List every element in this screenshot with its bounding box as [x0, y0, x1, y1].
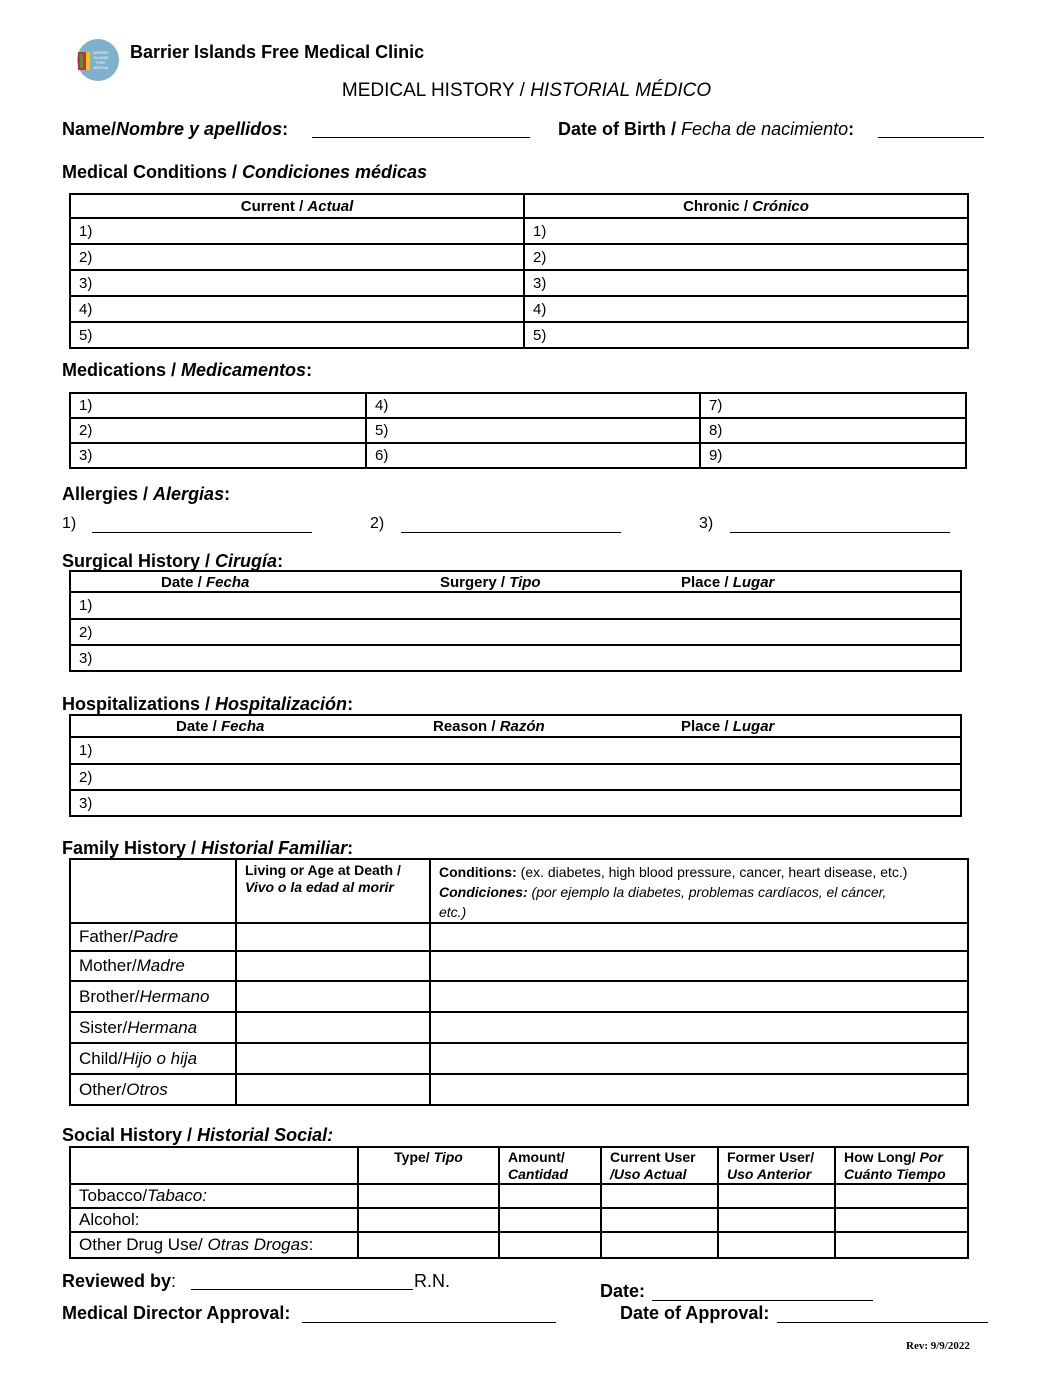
family-table	[69, 858, 969, 1106]
social-cell[interactable]	[499, 1232, 601, 1258]
surgical-type-header: Surgery / Tipo	[440, 574, 541, 591]
medication-cell[interactable]: 7)	[700, 393, 966, 418]
svg-text:ISLANDS: ISLANDS	[93, 56, 109, 60]
living-age-cell[interactable]	[236, 1012, 430, 1043]
conditions-cell[interactable]	[430, 1012, 968, 1043]
chronic-row[interactable]: 1)	[524, 218, 968, 244]
surgical-table	[69, 593, 962, 672]
medication-cell[interactable]: 2)	[70, 418, 366, 443]
surgical-row[interactable]: 3)	[70, 645, 961, 671]
date-of-approval-field[interactable]	[777, 1322, 988, 1323]
medication-cell[interactable]: 1)	[70, 393, 366, 418]
medication-cell[interactable]: 3)	[70, 443, 366, 468]
social-cell[interactable]	[601, 1184, 718, 1208]
svg-text:BARRIER: BARRIER	[93, 51, 109, 55]
surgical-row[interactable]: 1)	[70, 593, 961, 619]
conditions-cell[interactable]	[430, 981, 968, 1012]
allergy-field[interactable]	[730, 532, 950, 533]
current-user-header: Current User /Uso Actual	[601, 1147, 718, 1184]
allergy-field[interactable]	[92, 532, 312, 533]
medication-cell[interactable]: 4)	[366, 393, 700, 418]
conditions-heading: Medical Conditions / Condiciones médicas	[62, 162, 428, 182]
reviewed-by-field[interactable]	[191, 1289, 413, 1290]
clinic-logo	[76, 38, 120, 82]
name-field[interactable]	[312, 137, 530, 138]
social-cell[interactable]	[835, 1184, 968, 1208]
hospital-heading: Hospitalizations / Hospitalización:	[62, 694, 354, 714]
social-cell[interactable]	[358, 1184, 499, 1208]
surgical-heading: Surgical History / Cirugía:	[62, 551, 284, 571]
hospital-date-header: Date / Fecha	[176, 718, 265, 735]
hospital-row[interactable]: 2)	[70, 764, 961, 790]
conditions-cell[interactable]	[430, 951, 968, 981]
social-cell[interactable]	[499, 1208, 601, 1232]
chronic-row[interactable]: 4)	[524, 296, 968, 322]
living-age-cell[interactable]	[236, 923, 430, 951]
current-row[interactable]: 3)	[70, 270, 524, 296]
social-cell[interactable]	[499, 1184, 601, 1208]
medication-cell[interactable]: 5)	[366, 418, 700, 443]
former-user-header: Former User/ Uso Anterior	[718, 1147, 835, 1184]
allergies-heading: Allergies / Alergias:	[62, 484, 231, 504]
medication-cell[interactable]: 8)	[700, 418, 966, 443]
current-row[interactable]: 5)	[70, 322, 524, 348]
allergy-field[interactable]	[401, 532, 621, 533]
how-long-header: How Long/ Por Cuánto Tiempo	[835, 1147, 968, 1184]
date-of-approval-label: Date of Approval:	[620, 1303, 770, 1323]
family-heading: Family History / Historial Familiar:	[62, 838, 354, 858]
social-cell[interactable]	[718, 1232, 835, 1258]
social-heading: Social History / Historial Social:	[62, 1125, 334, 1145]
current-header: Current / Actual	[70, 194, 524, 218]
chronic-row[interactable]: 5)	[524, 322, 968, 348]
surgical-row[interactable]: 2)	[70, 619, 961, 645]
social-cell[interactable]	[718, 1208, 835, 1232]
family-member-mother: Mother/Madre	[70, 951, 236, 981]
revision-date: Rev: 9/9/2022	[906, 1340, 970, 1352]
dob-label: Date of Birth / Fecha de nacimiento:	[558, 119, 855, 139]
social-cell[interactable]	[601, 1232, 718, 1258]
conditions-header: Conditions: (ex. diabetes, high blood pressure, cancer, heart disease, etc.) Condiciones: (por ejemplo la diabetes, problemas cardíacos, el cáncer, etc.)	[430, 859, 968, 923]
dob-field[interactable]	[878, 137, 984, 138]
family-member-father: Father/Padre	[70, 923, 236, 951]
medication-cell[interactable]: 9)	[700, 443, 966, 468]
social-tobacco: Tobacco/Tabaco:	[70, 1184, 358, 1208]
type-header: Type/ Tipo	[358, 1147, 499, 1184]
chronic-row[interactable]: 2)	[524, 244, 968, 270]
page-title: MEDICAL HISTORY / HISTORIAL MÉDICO	[341, 80, 712, 101]
current-row[interactable]: 4)	[70, 296, 524, 322]
surgical-place-header: Place / Lugar	[681, 574, 775, 591]
surgical-date-header: Date / Fecha	[161, 574, 250, 591]
medications-table	[69, 392, 967, 469]
conditions-cell[interactable]	[430, 1043, 968, 1074]
date-field[interactable]	[652, 1300, 873, 1301]
conditions-table	[69, 193, 969, 349]
amount-header: Amount/ Cantidad	[499, 1147, 601, 1184]
reviewed-by-label: Reviewed by:	[62, 1271, 177, 1291]
hospital-row[interactable]: 1)	[70, 738, 961, 764]
hospital-place-header: Place / Lugar	[681, 718, 775, 735]
living-age-cell[interactable]	[236, 951, 430, 981]
social-table	[69, 1146, 969, 1259]
allergy-number: 3)	[699, 515, 714, 532]
date-label: Date:	[600, 1281, 646, 1301]
family-member-brother: Brother/Hermano	[70, 981, 236, 1012]
medication-cell[interactable]: 6)	[366, 443, 700, 468]
chronic-row[interactable]: 3)	[524, 270, 968, 296]
social-alcohol: Alcohol:	[70, 1208, 358, 1232]
social-other-drug: Other Drug Use/ Otras Drogas:	[70, 1232, 358, 1258]
family-member-other: Other/Otros	[70, 1074, 236, 1105]
hospital-reason-header: Reason / Razón	[433, 718, 545, 735]
hospital-row[interactable]: 3)	[70, 790, 961, 816]
social-cell[interactable]	[718, 1184, 835, 1208]
living-age-header: Living or Age at Death / Vivo o la edad al morir	[236, 859, 430, 923]
social-cell[interactable]	[835, 1232, 968, 1258]
allergy-number: 2)	[370, 515, 385, 532]
director-approval-field[interactable]	[302, 1322, 556, 1323]
living-age-cell[interactable]	[236, 1043, 430, 1074]
medications-heading: Medications / Medicamentos:	[62, 360, 313, 380]
current-row[interactable]: 1)	[70, 218, 524, 244]
name-label: Name/Nombre y apellidos:	[62, 119, 289, 139]
clinic-name: Barrier Islands Free Medical Clinic	[130, 42, 425, 62]
svg-text:MEDICAL: MEDICAL	[93, 66, 109, 70]
allergy-number: 1)	[62, 515, 77, 532]
family-member-child: Child/Hijo o hija	[70, 1043, 236, 1074]
family-blank-header	[70, 859, 236, 923]
social-cell[interactable]	[358, 1232, 499, 1258]
social-cell[interactable]	[358, 1208, 499, 1232]
conditions-cell[interactable]	[430, 923, 968, 951]
surgical-header-row	[69, 570, 962, 593]
family-member-sister: Sister/Hermana	[70, 1012, 236, 1043]
chronic-header: Chronic / Crónico	[524, 194, 968, 218]
social-cell[interactable]	[835, 1208, 968, 1232]
living-age-cell[interactable]	[236, 981, 430, 1012]
svg-text:FREE: FREE	[96, 61, 106, 65]
rn-label: R.N.	[414, 1271, 450, 1291]
social-cell[interactable]	[601, 1208, 718, 1232]
hospital-header-row	[69, 714, 962, 738]
director-approval-label: Medical Director Approval:	[62, 1303, 291, 1323]
current-row[interactable]: 2)	[70, 244, 524, 270]
conditions-cell[interactable]	[430, 1074, 968, 1105]
living-age-cell[interactable]	[236, 1074, 430, 1105]
hospital-table	[69, 738, 962, 817]
social-blank-header	[70, 1147, 358, 1184]
